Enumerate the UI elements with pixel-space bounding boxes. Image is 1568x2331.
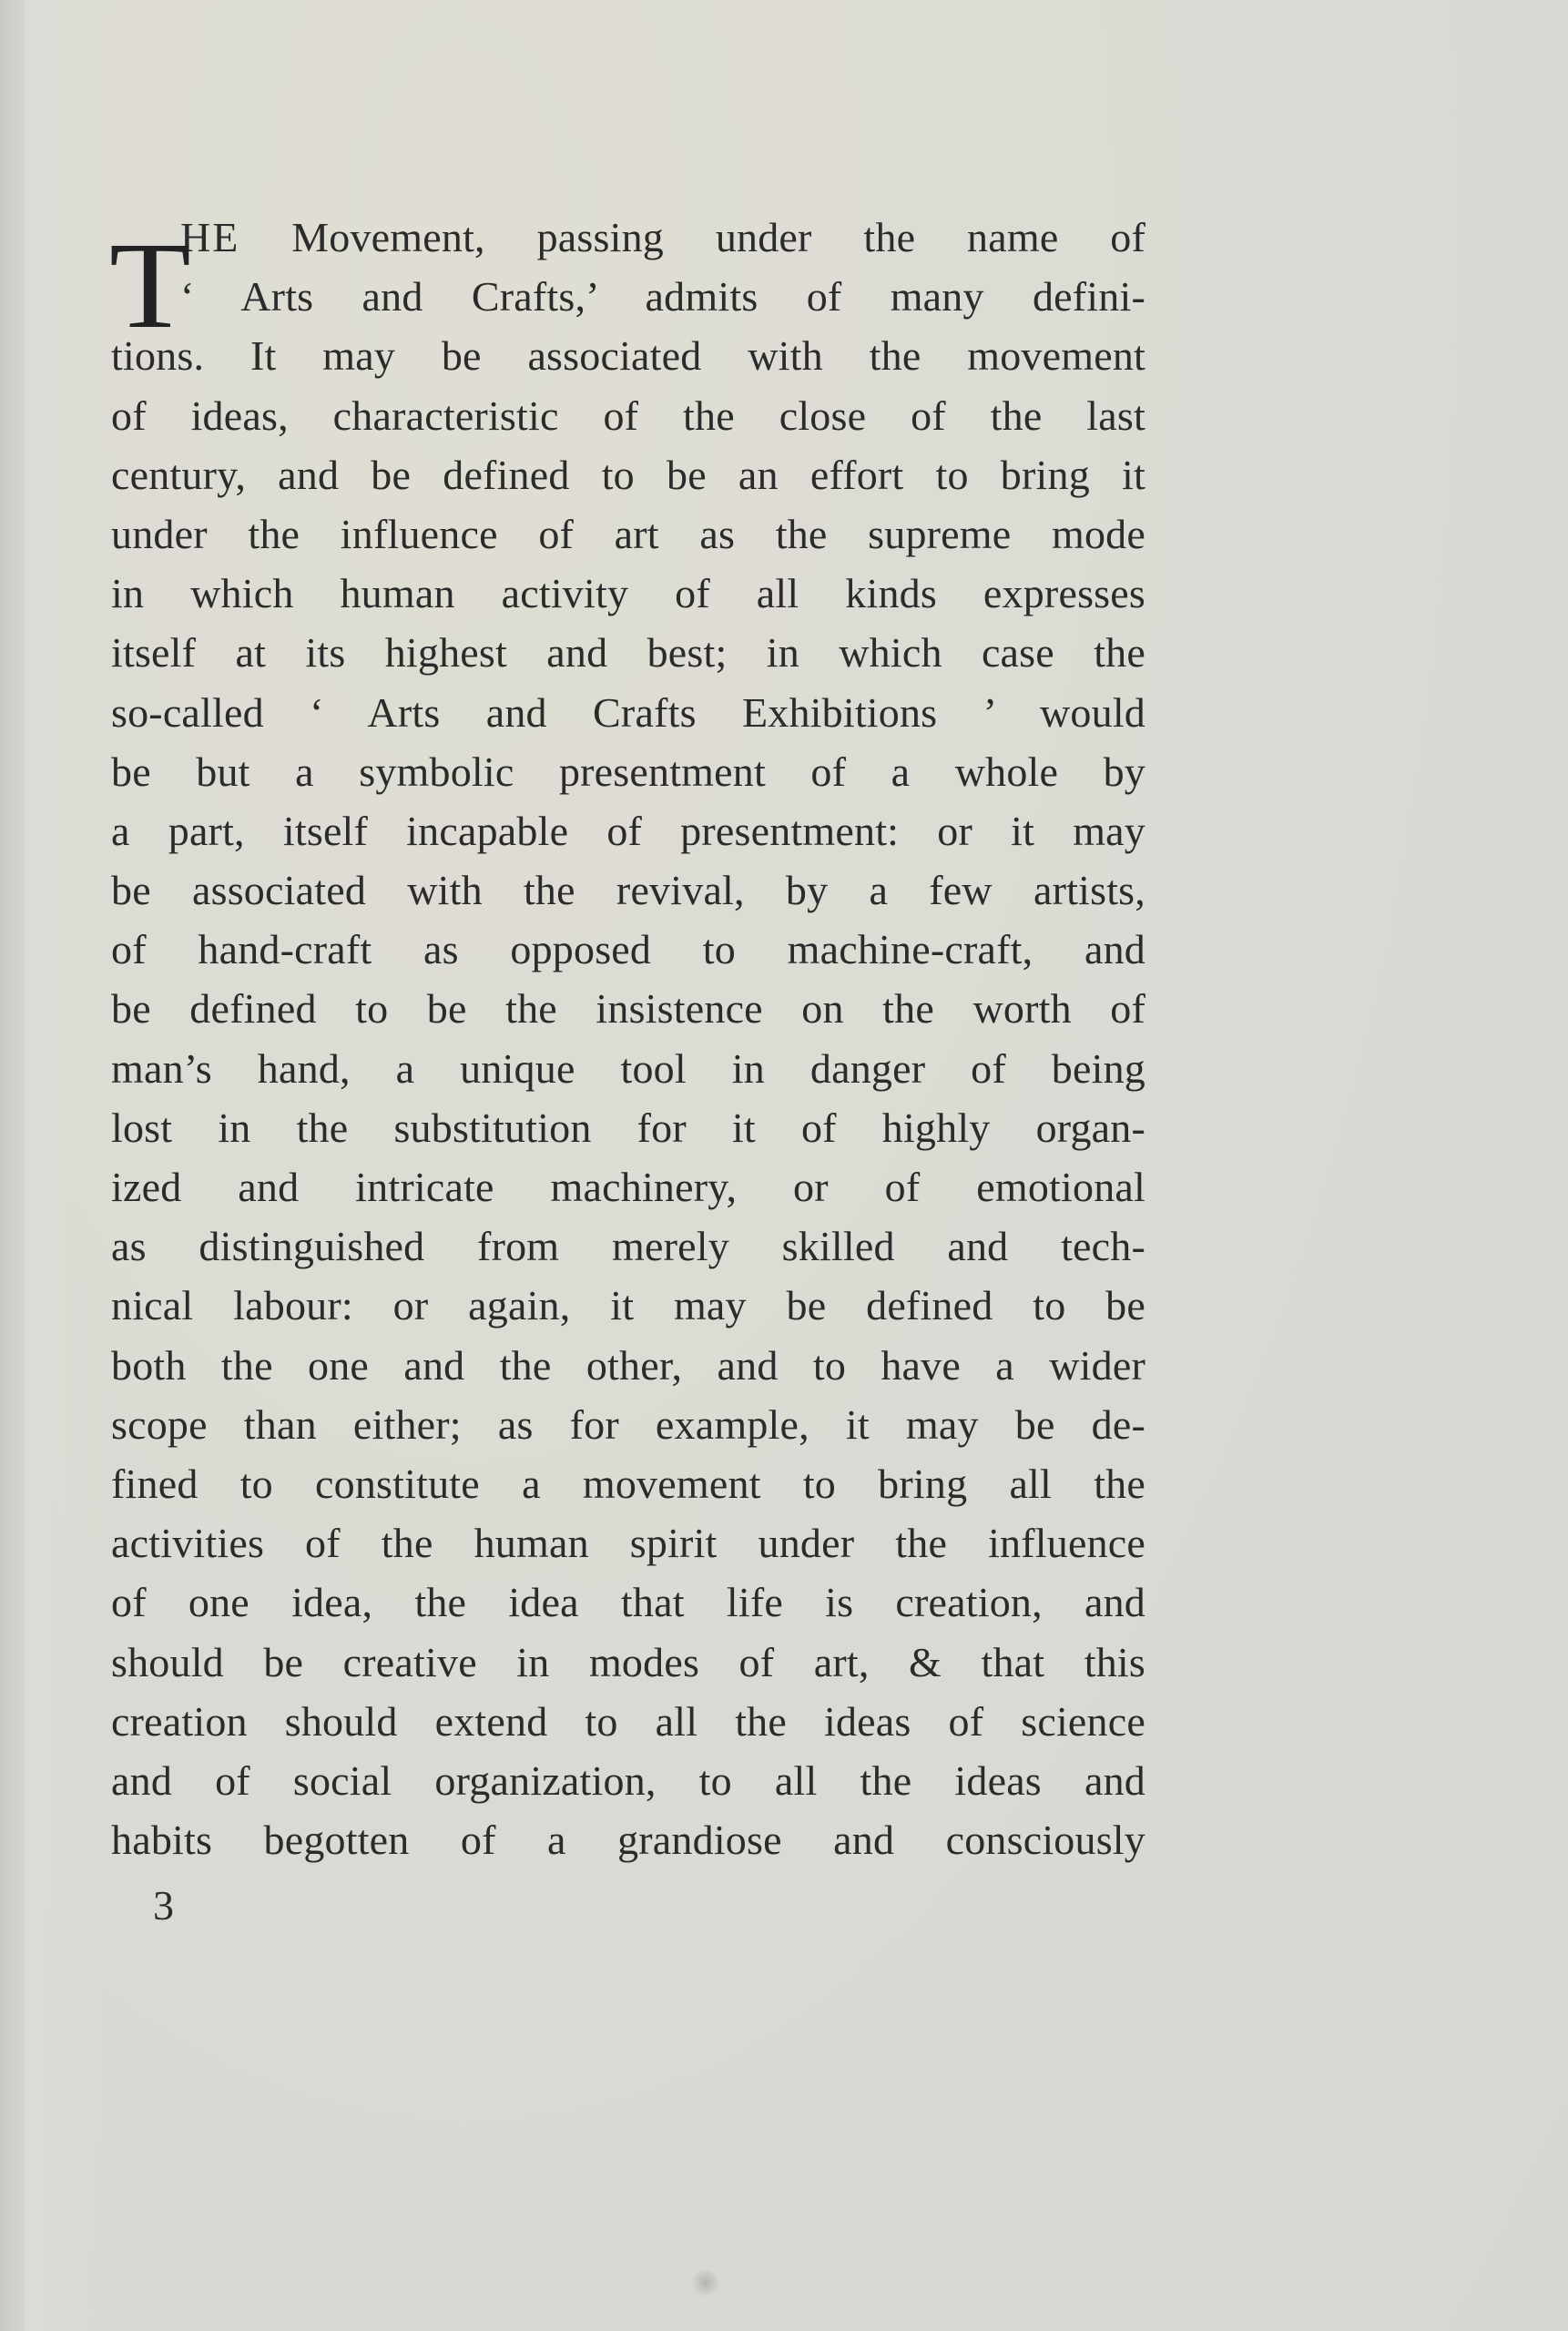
text-line: ‘ Arts and Crafts,’ admits of many defini- [180,273,1145,321]
text-line: of ideas, characteristic of the close of the last [111,392,1145,439]
text-line: itself at its highest and best; in which case the [111,629,1145,677]
text-line: century, and be defined to be an effort to bring it [111,451,1145,498]
drop-cap: T [109,218,191,354]
text-line [111,208,1145,267]
text-line: so-called ‘ Arts and Crafts Exhibitions ’ would [111,688,1145,736]
text-line: ized and intricate machinery, or of emotional [111,1164,1145,1210]
page-gutter-shadow [0,0,24,2331]
text-line: a part, itself incapable of presentment: or it may [111,807,1145,854]
text-line: scope than either; as for example, it may be de- [111,1400,1145,1448]
text-line: activities of the human spirit under the influence [111,1520,1145,1567]
text-line: creation should extend to all the ideas of science [111,1697,1145,1745]
text-line: habits begotten of a grandiose and consciously [111,1817,1145,1864]
text-line: of hand-craft as opposed to machine-craft, and [111,926,1145,973]
text-line: tions. It may be associated with the movement [111,332,1145,380]
text-line: lost in the substitution for it of highly organ- [111,1104,1145,1151]
text-line: as distinguished from merely skilled and tech- [111,1223,1145,1270]
page-number: 3 [153,1882,174,1929]
text-line: under the influence of art as the supreme mode [111,510,1145,557]
text-line: in which human activity of all kinds expresses [111,570,1145,617]
text-line: be but a symbolic presentment of a whole by [111,748,1145,795]
text-line: and of social organization, to all the ideas and [111,1756,1145,1804]
text-line: nical labour: or again, it may be defined to be [111,1282,1145,1329]
text-line: fined to constitute a movement to bring all the [111,1460,1145,1507]
text-line: of one idea, the idea that life is creation, and [111,1579,1145,1626]
text-line: should be creative in modes of art, & that this [111,1638,1145,1685]
text-line: both the one and the other, and to have a wider [111,1341,1145,1389]
text-line: be defined to be the insistence on the worth of [111,985,1145,1033]
paper-blemish [690,2269,721,2296]
first-word-caps: HE [180,214,240,260]
text-line: be associated with the revival, by a few artists, [111,867,1145,914]
text-line: man’s hand, a unique tool in danger of being [111,1044,1145,1092]
first-line-rest: Movement, passing under the name of [239,214,1145,260]
body-paragraph [111,208,1145,1869]
